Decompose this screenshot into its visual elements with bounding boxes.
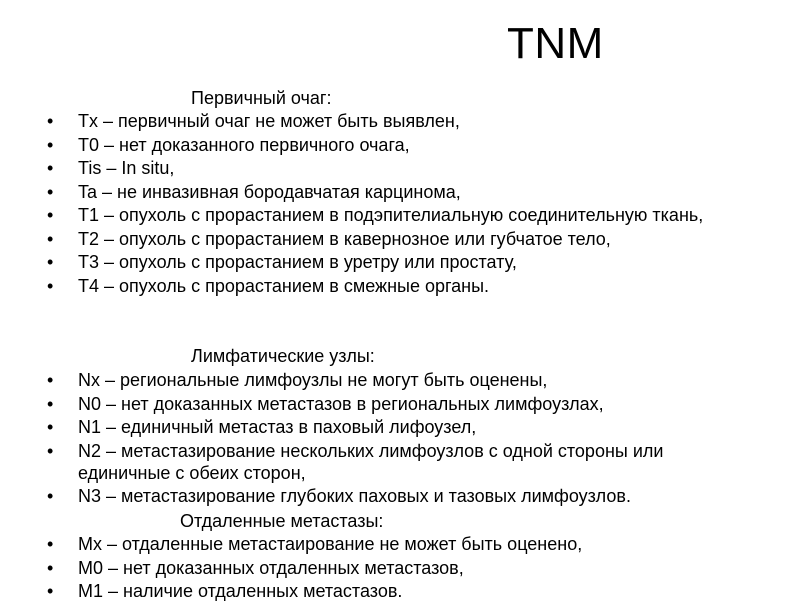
distant-metastases-list [0, 533, 642, 604]
section-heading-distant-metastases: Отдаленные метастазы: [180, 511, 384, 531]
list-item [0, 416, 800, 438]
list-item [0, 204, 763, 226]
list-item-text: Ta – не инвазивная бородавчатая карцинома, [78, 181, 461, 202]
bullet-icon: • [47, 393, 54, 414]
list-item [0, 533, 642, 555]
list-item-text: T4 – опухоль с прорастанием в смежные органы. [78, 275, 490, 296]
bullet-icon: • [47, 181, 54, 202]
bullet-icon: • [47, 205, 54, 225]
list-item [0, 440, 800, 484]
list-item [0, 557, 642, 579]
list-item-text: Mx – отдаленные метастаирование не может быть оценено, [78, 534, 583, 554]
list-item-text: M1 – наличие отдаленных метастазов. [78, 581, 403, 601]
list-item-text: M0 – нет доказанных отдаленных метастазов, [78, 557, 464, 578]
list-item [0, 369, 800, 391]
list-item [0, 393, 800, 415]
list-item [0, 275, 763, 297]
list-item [0, 110, 763, 132]
bullet-icon: • [47, 111, 54, 131]
section-heading-lymph-nodes: Лимфатические узлы: [191, 346, 375, 366]
list-item [0, 228, 763, 250]
bullet-icon: • [47, 534, 54, 554]
list-item-text: N2 – метастазирование нескольких лимфоузлов с одной стороны или единичные с обеих сторон, [78, 440, 664, 483]
bullet-icon: • [47, 252, 54, 272]
list-item [0, 157, 763, 179]
list-item-text: N1 – единичный метастаз в паховый лифоузел, [78, 417, 477, 437]
list-item-text: T1 – опухоль с прорастанием в подэпителиальную соединительную ткань, [78, 205, 704, 225]
list-item-text: N3 – метастазирование глубоких паховых и тазовых лимфоузлов. [78, 486, 631, 506]
section-heading-primary-tumor: Первичный очаг: [191, 88, 332, 108]
bullet-icon: • [47, 228, 54, 249]
primary-tumor-list [0, 110, 763, 298]
bullet-icon: • [47, 440, 54, 461]
list-item [0, 251, 763, 273]
bullet-icon: • [47, 134, 54, 155]
list-item-text: N0 – нет доказанных метастазов в региональных лимфоузлах, [78, 393, 604, 414]
list-item [0, 181, 763, 203]
bullet-icon: • [47, 158, 54, 178]
list-item-text: T2 – опухоль с прорастанием в кавернозное или губчатое тело, [78, 228, 611, 249]
list-item [0, 485, 800, 507]
list-item [0, 134, 763, 156]
bullet-icon: • [47, 486, 54, 506]
list-item-text: T0 – нет доказанного первичного очага, [78, 134, 410, 155]
bullet-icon: • [47, 370, 54, 390]
list-item [0, 580, 642, 602]
bullet-icon: • [47, 557, 54, 578]
list-item-text: Nx – региональные лимфоузлы не могут быть оценены, [78, 370, 548, 390]
list-item-text: Tis – In situ, [78, 158, 175, 178]
list-item-text: Tx – первичный очаг не может быть выявлен, [78, 111, 460, 131]
list-item-text: T3 – опухоль с прорастанием в уретру или простату, [78, 252, 517, 272]
bullet-icon: • [47, 275, 54, 296]
bullet-icon: • [47, 417, 54, 437]
lymph-nodes-list [0, 369, 800, 509]
page-title: TNM [507, 19, 604, 68]
bullet-icon: • [47, 581, 54, 601]
